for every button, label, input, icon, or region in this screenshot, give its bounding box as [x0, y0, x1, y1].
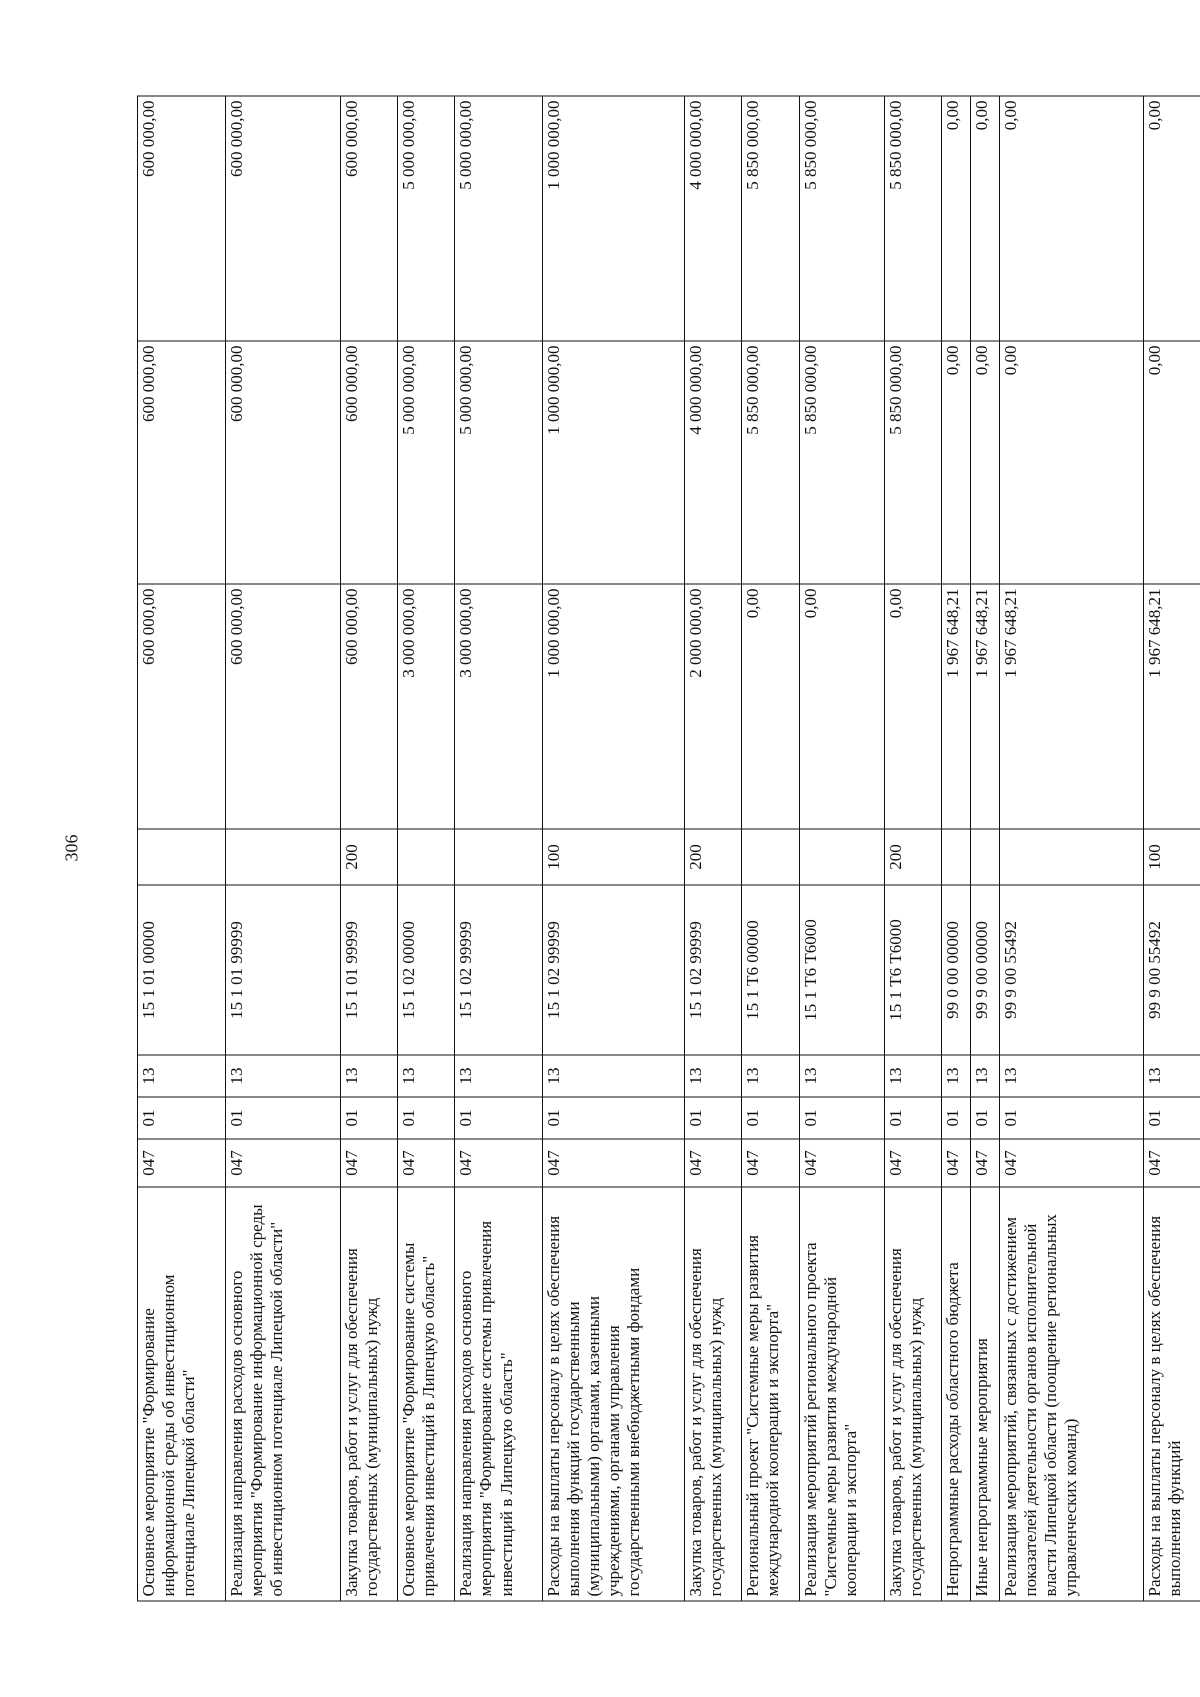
row-gr: 047 — [455, 1139, 543, 1187]
table-row — [799, 96, 884, 1601]
table-row — [455, 96, 543, 1601]
row-pr: 13 — [685, 1055, 742, 1097]
row-pr: 13 — [971, 1055, 1000, 1097]
row-csr: 15 1 02 00000 — [398, 885, 455, 1055]
row-name: Основное мероприятие "Формирование системы привлечения инвестиций в Липецкую область" — [398, 1187, 455, 1601]
row-vr — [941, 829, 970, 885]
row-sum-2: 5 850 000,00 — [742, 341, 799, 584]
row-sum-2: 0,00 — [1143, 341, 1200, 584]
row-pr: 13 — [398, 1055, 455, 1097]
page-number: 306 — [61, 834, 82, 862]
row-vr — [1000, 829, 1144, 885]
row-csr: 99 9 00 55492 — [1143, 885, 1200, 1055]
row-rz: 01 — [455, 1097, 543, 1139]
row-pr: 13 — [1143, 1055, 1200, 1097]
row-sum-2: 600 000,00 — [138, 341, 226, 584]
table-row — [341, 96, 398, 1601]
table-row — [971, 96, 1000, 1601]
row-csr: 15 1 02 99999 — [542, 885, 684, 1055]
table-row — [225, 96, 341, 1601]
row-name: Реализация направления расходов основного мероприятия "Формирование системы привлечения инвестиций в Липецкую область" — [455, 1187, 543, 1601]
row-sum-3: 0,00 — [941, 96, 970, 341]
row-vr — [742, 829, 799, 885]
row-sum-1: 1 000 000,00 — [542, 584, 684, 829]
row-sum-1: 600 000,00 — [225, 584, 341, 829]
row-csr: 99 9 00 00000 — [971, 885, 1000, 1055]
table-body — [138, 96, 1200, 1601]
row-csr: 15 1 Т6 00000 — [742, 885, 799, 1055]
row-sum-2: 4 000 000,00 — [685, 341, 742, 584]
row-name: Региональный проект "Системные меры развития международной кооперации и экспорта" — [742, 1187, 799, 1601]
row-csr: 15 1 02 99999 — [685, 885, 742, 1055]
row-gr: 047 — [398, 1139, 455, 1187]
row-rz: 01 — [398, 1097, 455, 1139]
row-sum-3: 600 000,00 — [138, 96, 226, 341]
row-sum-3: 4 000 000,00 — [685, 96, 742, 341]
row-vr — [225, 829, 341, 885]
row-gr: 047 — [742, 1139, 799, 1187]
row-sum-2: 5 850 000,00 — [884, 341, 941, 584]
row-sum-3: 600 000,00 — [225, 96, 341, 341]
row-rz: 01 — [225, 1097, 341, 1139]
row-name: Реализация мероприятий регионального проекта "Системные меры развития международной кооперации и экспорта" — [799, 1187, 884, 1601]
row-rz: 01 — [799, 1097, 884, 1139]
row-sum-1: 1 967 648,21 — [1000, 584, 1144, 829]
row-csr: 15 1 Т6 Т6000 — [884, 885, 941, 1055]
row-sum-3: 1 000 000,00 — [542, 96, 684, 341]
table-row — [398, 96, 455, 1601]
row-gr: 047 — [341, 1139, 398, 1187]
row-sum-3: 5 850 000,00 — [799, 96, 884, 341]
row-vr — [455, 829, 543, 885]
row-vr: 100 — [542, 829, 684, 885]
row-vr: 200 — [341, 829, 398, 885]
row-vr — [971, 829, 1000, 885]
row-sum-3: 0,00 — [1143, 96, 1200, 341]
row-name: Расходы на выплаты персоналу в целях обеспечения выполнения функций — [1143, 1187, 1200, 1601]
row-sum-1: 0,00 — [884, 584, 941, 829]
row-pr: 13 — [1000, 1055, 1144, 1097]
row-gr: 047 — [1000, 1139, 1144, 1187]
table-row — [542, 96, 684, 1601]
row-vr — [799, 829, 884, 885]
row-sum-1: 600 000,00 — [138, 584, 226, 829]
row-rz: 01 — [884, 1097, 941, 1139]
row-gr: 047 — [884, 1139, 941, 1187]
row-rz: 01 — [138, 1097, 226, 1139]
row-vr — [138, 829, 226, 885]
row-gr: 047 — [138, 1139, 226, 1187]
row-rz: 01 — [941, 1097, 970, 1139]
row-gr: 047 — [1143, 1139, 1200, 1187]
row-gr: 047 — [799, 1139, 884, 1187]
row-name: Основное мероприятие "Формирование информационной среды об инвестиционном потенциале Липецкой области" — [138, 1187, 226, 1601]
table-row — [884, 96, 941, 1601]
row-sum-1: 2 000 000,00 — [685, 584, 742, 829]
row-pr: 13 — [455, 1055, 543, 1097]
row-name: Закупка товаров, работ и услуг для обеспечения государственных (муниципальных) нужд — [685, 1187, 742, 1601]
row-csr: 15 1 01 99999 — [225, 885, 341, 1055]
row-csr: 15 1 01 99999 — [341, 885, 398, 1055]
row-sum-2: 0,00 — [941, 341, 970, 584]
row-sum-2: 600 000,00 — [225, 341, 341, 584]
row-gr: 047 — [542, 1139, 684, 1187]
row-sum-1: 0,00 — [742, 584, 799, 829]
row-pr: 13 — [138, 1055, 226, 1097]
row-name: Реализация мероприятий, связанных с достижением показателей деятельности органов исполнительной власти Липецкой области (поощрение региональных управленческих команд) — [1000, 1187, 1144, 1601]
row-csr: 99 9 00 55492 — [1000, 885, 1144, 1055]
row-pr: 13 — [941, 1055, 970, 1097]
row-rz: 01 — [1143, 1097, 1200, 1139]
table-row — [1143, 96, 1200, 1601]
row-sum-3: 0,00 — [1000, 96, 1144, 341]
row-gr: 047 — [941, 1139, 970, 1187]
row-name: Реализация направления расходов основного мероприятия "Формирование информационной среды об инвестиционном потенциале Липецкой области" — [225, 1187, 341, 1601]
row-vr — [398, 829, 455, 885]
row-pr: 13 — [341, 1055, 398, 1097]
row-sum-2: 1 000 000,00 — [542, 341, 684, 584]
row-sum-1: 1 967 648,21 — [971, 584, 1000, 829]
row-sum-2: 0,00 — [1000, 341, 1144, 584]
table-row — [685, 96, 742, 1601]
table-row — [138, 96, 226, 1601]
row-pr: 13 — [799, 1055, 884, 1097]
row-sum-3: 5 850 000,00 — [742, 96, 799, 341]
row-gr: 047 — [225, 1139, 341, 1187]
row-sum-3: 5 000 000,00 — [455, 96, 543, 341]
row-pr: 13 — [542, 1055, 684, 1097]
row-sum-1: 3 000 000,00 — [398, 584, 455, 829]
table-row — [941, 96, 970, 1601]
row-sum-2: 0,00 — [971, 341, 1000, 584]
row-rz: 01 — [685, 1097, 742, 1139]
row-csr: 15 1 01 00000 — [138, 885, 226, 1055]
row-pr: 13 — [742, 1055, 799, 1097]
row-vr: 100 — [1143, 829, 1200, 885]
budget-table — [137, 96, 1200, 1602]
row-vr: 200 — [685, 829, 742, 885]
row-sum-1: 1 967 648,21 — [1143, 584, 1200, 829]
row-pr: 13 — [225, 1055, 341, 1097]
row-sum-1: 0,00 — [799, 584, 884, 829]
row-name: Закупка товаров, работ и услуг для обеспечения государственных (муниципальных) нужд — [341, 1187, 398, 1601]
row-pr: 13 — [884, 1055, 941, 1097]
row-name: Закупка товаров, работ и услуг для обеспечения государственных (муниципальных) нужд — [884, 1187, 941, 1601]
row-rz: 01 — [542, 1097, 684, 1139]
row-gr: 047 — [971, 1139, 1000, 1187]
row-sum-3: 5 000 000,00 — [398, 96, 455, 341]
row-name: Непрограммные расходы областного бюджета — [941, 1187, 970, 1601]
row-rz: 01 — [1000, 1097, 1144, 1139]
row-sum-2: 600 000,00 — [341, 341, 398, 584]
row-vr: 200 — [884, 829, 941, 885]
row-name: Расходы на выплаты персоналу в целях обеспечения выполнения функций государственными (муниципальными) органами, казенными учреждениями, органами управления государственными внебюджетными фондами — [542, 1187, 684, 1601]
row-sum-1: 3 000 000,00 — [455, 584, 543, 829]
row-sum-3: 600 000,00 — [341, 96, 398, 341]
row-sum-2: 5 000 000,00 — [398, 341, 455, 584]
row-csr: 99 0 00 00000 — [941, 885, 970, 1055]
row-gr: 047 — [685, 1139, 742, 1187]
row-sum-1: 1 967 648,21 — [941, 584, 970, 829]
table-row — [1000, 96, 1144, 1601]
row-csr: 15 1 Т6 Т6000 — [799, 885, 884, 1055]
row-sum-3: 0,00 — [971, 96, 1000, 341]
table-row — [742, 96, 799, 1601]
row-rz: 01 — [971, 1097, 1000, 1139]
row-sum-3: 5 850 000,00 — [884, 96, 941, 341]
row-rz: 01 — [341, 1097, 398, 1139]
rotated-table-container — [137, 97, 1200, 1602]
row-csr: 15 1 02 99999 — [455, 885, 543, 1055]
row-sum-2: 5 000 000,00 — [455, 341, 543, 584]
row-sum-1: 600 000,00 — [341, 584, 398, 829]
row-sum-2: 5 850 000,00 — [799, 341, 884, 584]
row-name: Иные непрограммные мероприятия — [971, 1187, 1000, 1601]
row-rz: 01 — [742, 1097, 799, 1139]
